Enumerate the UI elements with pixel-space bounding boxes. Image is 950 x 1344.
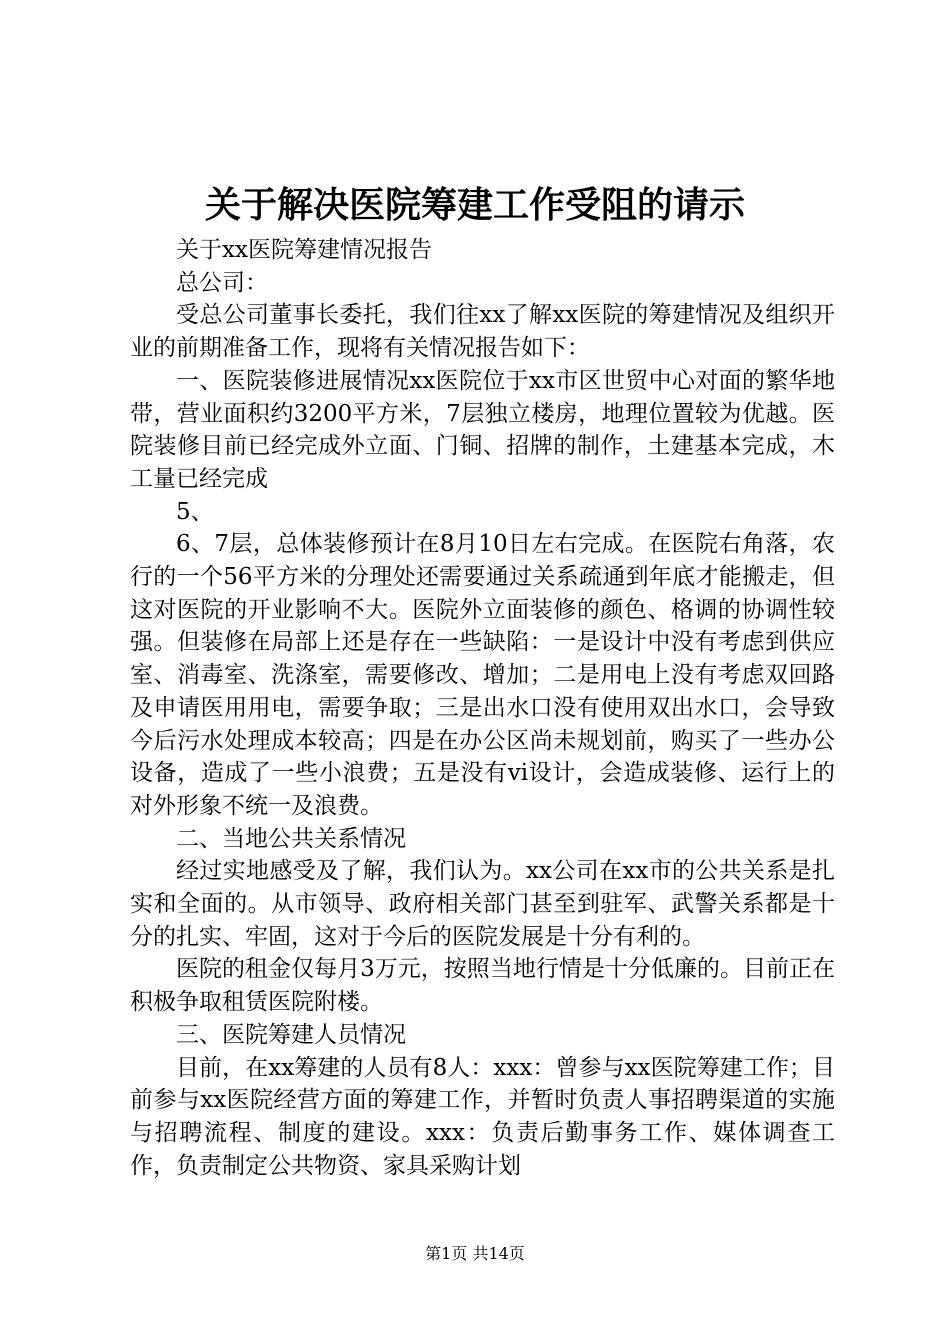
paragraph-section-3-heading: 三、医院筹建人员情况 (176, 1021, 406, 1048)
paragraph-section-2-heading: 二、当地公共关系情况 (176, 825, 406, 852)
document-title: 关于解决医院筹建工作受阻的请示 (204, 184, 745, 226)
page-footer: 第1页 共14页 (425, 1244, 525, 1263)
paragraph-report-heading: 关于xx医院筹建情况报告 (176, 237, 432, 263)
paragraph-fragment: 5、 (176, 498, 214, 525)
paragraph-staff: 目前，在xx筹建的人员有8人：xxx：曾参与xx医院筹建工作；目前参与xx医院经营方面的筹建工作，并暂时负责人事招聘渠道的实施与招聘流程、制度的建设。xxx：负责后勤事务工作、媒体调查工作，负责制定公共物资、家具采购计划 (130, 1054, 835, 1179)
paragraph-rent: 医院的租金仅每月3万元，按照当地行情是十分低廉的。目前正在积极争取租赁医院附楼。 (130, 956, 835, 1016)
paragraph-section-1: 一、医院装修进展情况xx医院位于xx市区世贸中心对面的繁华地带，营业面积约3200平方米，7层独立楼房，地理位置较为优越。医院装修目前已经完成外立面、门铜、招牌的制作，土建基本完成，木工量已经完成 (130, 367, 835, 492)
paragraph-salutation: 总公司： (176, 269, 268, 296)
paragraph-public-relations: 经过实地感受及了解，我们认为。xx公司在xx市的公共关系是扎实和全面的。从市领导、政府相关部门甚至到驻军、武警关系都是十分的扎实、牢固，这对于今后的医院发展是十分有利的。 (130, 858, 835, 950)
paragraph-renovation-details: 6、7层，总体装修预计在8月10日左右完成。在医院右角落，农行的一个56平方米的分理处还需要通过关系疏通到年底才能搬走，但这对医院的开业影响不大。医院外立面装修的颜色、格调的协调性较强。但装修在局部上还是存在一些缺陷：一是设计中没有考虑到供应室、消毒室、洗涤室，需要修改、增加；二是用电上没有考虑双回路及申请医用用电，需要争取；三是出水口没有使用双出水口，会导致今后污水处理成本较高；四是在办公区尚未规划前，购买了一些办公设备，造成了一些小浪费；五是没有vi设计，会造成装修、运行上的对外形象不统一及浪费。 (130, 531, 835, 819)
document-body (130, 234, 835, 1182)
paragraph-intro: 受总公司董事长委托，我们往xx了解xx医院的筹建情况及组织开业的前期准备工作，现将有关情况报告如下： (130, 302, 835, 362)
